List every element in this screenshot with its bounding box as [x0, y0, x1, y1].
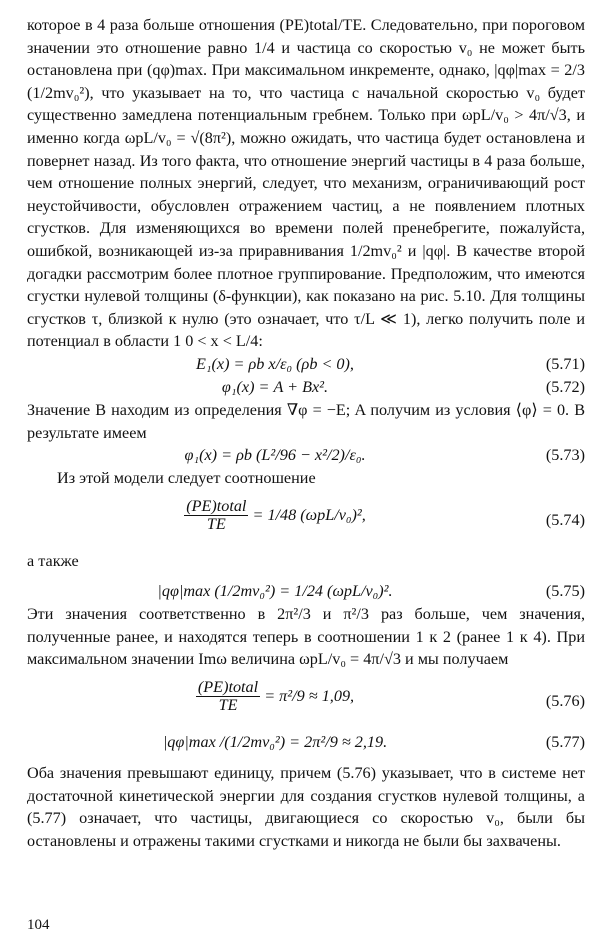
paragraph-2: Значение B находим из определения ∇φ = −E; A получим из условия ⟨φ⟩ = 0. В результате имеем: [27, 400, 585, 442]
equation-5-74-denominator: TE: [206, 514, 226, 533]
equation-5-73-number: (5.73): [545, 446, 585, 465]
equation-5-74: [27, 498, 585, 542]
paragraph-3: Из этой модели следует соотношение: [57, 469, 316, 488]
equation-5-77-body: |qφ|max /(1/2mv₀²) = 2π²/9 ≈ 2,19.: [162, 733, 388, 752]
equation-5-76-numerator: (PE)total: [197, 678, 259, 697]
equation-5-71-body: E₁(x) = ρb x/ε₀ (ρb < 0),: [196, 354, 354, 373]
equation-5-74-number: (5.74): [545, 510, 585, 529]
equation-5-76-rest: = π²/9 ≈ 1,09,: [260, 687, 355, 706]
equation-5-75-body: |qφ|max (1/2mv₀²) = 1/24 (ωpL/v₀)².: [157, 582, 393, 601]
paragraph-5: Эти значения соответственно в 2π²/3 и π²/3 раз больше, чем значения, полученные ранее, и находятся теперь в соотношении 1 к 2 (ранее 1 к 4). При максимальном значении Imω величина ωpL/v₀ = 4π/√3 и мы получаем: [27, 605, 585, 669]
equation-5-77-number: (5.77): [545, 733, 585, 752]
equation-5-75-number: (5.75): [545, 582, 585, 601]
equation-5-72-number: (5.72): [545, 377, 585, 396]
paragraph-4: а также: [27, 551, 79, 570]
equation-5-73-body: φ₁(x) = ρb (L²/96 − x²/2)/ε₀.: [184, 446, 366, 465]
equation-5-71: [27, 353, 585, 376]
equation-5-73: [27, 444, 585, 467]
paragraph-6: Оба значения превышают единицу, причем (5.76) указывает, что в системе нет достаточной кинетической энергии для создания сгустков нулевой толщины, а (5.77) означает, что частицы, двигающиеся со скоростью v₀, были бы остановлены и отражены такими сгустками и никогда не были бы захвачены.: [27, 764, 585, 850]
equation-5-72-body: φ₁(x) = A + Bx².: [221, 377, 329, 396]
paragraph-1: которое в 4 раза больше отношения (PE)total/TE. Следовательно, при пороговом значении это отношение равно 1/4 и частица со скоростью v₀ не может быть остановлена при (qφ)max. При максимальном инкременте, однако, |qφ|max = 2/3 (1/2mv₀²), что указывает на то, что частица с начальной скоростью v₀ будет существенно замедлена потенциальным гребнем. Только при ωpL/v₀ > 4π/√3, и именно когда ωpL/v₀ = √(8π²), можно ожидать, что частица будет остановлена и повернет назад. Из того факта, что отношение энергий частицы в 4 раза больше, чем отношение полных энергий, следует, что механизм, ограничивающий рост неустойчивости, обусловлен отражением частиц, а не появлением плотных сгустков. Для изменяющихся во времени полей пренебрегите, пожалуйста, ошибкой, возникающей из-за приравнивания 1/2mv₀² и |qφ|. В качестве второй догадки рассмотрим более плотное группирование. Предположим, что имеются сгустки нулевой толщины (δ-функции), как показано на рис. 5.10. Для толщины сгустков τ, близкой к нулю (это означает, что τ/L ≪ 1), легко получить поле и потенциал в области 1 0 < x < L/4:: [27, 16, 585, 351]
equation-5-76-fraction: [196, 679, 260, 714]
page-number: 104: [27, 917, 50, 933]
equation-5-74-numerator: (PE)total: [186, 496, 247, 515]
equation-5-72: [27, 376, 585, 399]
equation-5-74-body: [27, 498, 523, 533]
equation-5-77: [27, 731, 585, 754]
equation-5-76-denominator: TE: [218, 696, 238, 715]
equation-5-76: [27, 679, 585, 723]
equation-5-76-number: (5.76): [545, 692, 585, 711]
equation-5-74-rest: = 1/48 (ωpL/v₀)²,: [248, 505, 366, 524]
equation-5-71-number: (5.71): [545, 354, 585, 373]
equation-5-75: [27, 580, 585, 603]
equation-5-76-body: [27, 679, 523, 714]
equation-5-74-fraction: [184, 498, 248, 533]
page-content: [27, 14, 585, 852]
